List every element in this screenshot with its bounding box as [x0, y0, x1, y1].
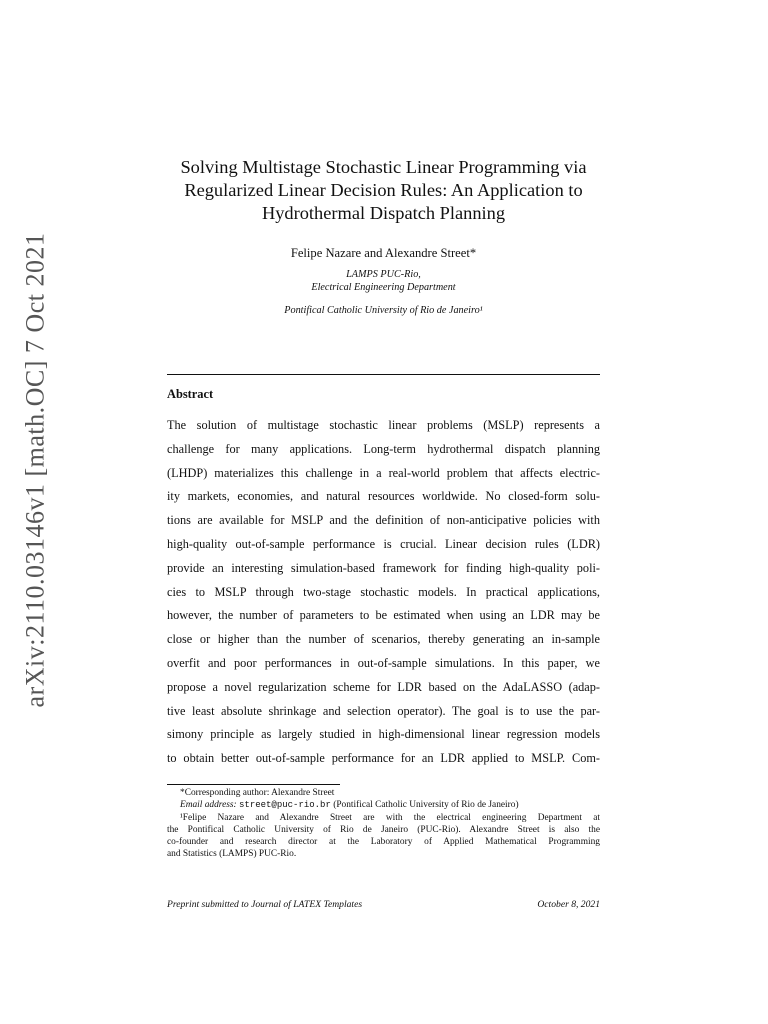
abstract-body — [167, 414, 600, 771]
abstract-line: challenge for many applications. Long-term hydrothermal dispatch planning — [167, 441, 600, 456]
abstract-line: (LHDP) materializes this challenge in a real-world problem that affects electric- — [167, 465, 600, 480]
abstract-line: simony principle as largely studied in high-dimensional linear regression models — [167, 727, 600, 742]
affiliation-line: LAMPS PUC-Rio, — [346, 269, 421, 280]
title-line: Regularized Linear Decision Rules: An Application to — [184, 180, 583, 200]
title-line: Solving Multistage Stochastic Linear Programming via — [180, 157, 587, 177]
affiliation-note-line: ¹Felipe Nazare and Alexandre Street are with the electrical engineering Department at — [180, 812, 600, 823]
abstract-line: provide an interesting simulation-based framework for finding high-quality poli- — [167, 560, 600, 575]
abstract-line: propose a novel regularization scheme for LDR based on the AdaLASSO (adap- — [167, 679, 600, 694]
abstract-line: ity markets, economies, and natural resources worldwide. No closed-form solu- — [167, 489, 600, 504]
email-label: Email address: — [180, 800, 237, 811]
abstract-line: however, the number of parameters to be estimated when using an LDR may be — [167, 608, 600, 623]
abstract-line: tive least absolute shrinkage and selection operator). The goal is to use the par- — [167, 703, 600, 718]
abstract-line: tions are available for MSLP and the definition of non-anticipative policies with — [167, 513, 600, 528]
paper-title — [147, 156, 620, 225]
title-line: Hydrothermal Dispatch Planning — [261, 203, 506, 223]
page-footer — [167, 899, 600, 910]
corresponding-author-note: *Corresponding author: Alexandre Street — [180, 788, 335, 798]
abstract-line: close or higher than the number of scenarios, thereby generating an in-sample — [167, 632, 600, 647]
preprint-notice: Preprint submitted to Journal of LATEX Templates — [167, 899, 363, 910]
abstract-line: high-quality out-of-sample performance is crucial. Linear decision rules (LDR) — [167, 536, 600, 551]
email-link[interactable]: street@puc-rio.br — [239, 800, 331, 811]
abstract-line: overfit and poor performances in out-of-sample simulations. In this paper, we — [167, 655, 600, 670]
footnote-divider — [167, 784, 340, 785]
author-list: Felipe Nazare and Alexandre Street* — [290, 246, 477, 260]
affiliation-line: Electrical Engineering Department — [311, 282, 456, 293]
abstract-line: The solution of multistage stochastic linear problems (MSLP) represents a — [167, 418, 600, 432]
abstract-heading: Abstract — [167, 387, 214, 401]
footnotes — [167, 787, 600, 861]
affiliation-note-line: the Pontifical Catholic University of Rio de Janeiro (PUC-Rio). Alexandre Street is also the — [167, 824, 600, 835]
abstract-line: to obtain better out-of-sample performance for an LDR applied to MSLP. Com- — [167, 751, 600, 766]
preprint-date: October 8, 2021 — [537, 899, 600, 910]
abstract-divider — [167, 374, 600, 375]
affiliation-block — [167, 268, 600, 294]
arxiv-identifier: arXiv:2110.03146v1 [math.OC] 7 Oct 2021 — [20, 232, 50, 708]
affiliation-note-line: and Statistics (LAMPS) PUC-Rio. — [167, 849, 297, 860]
arxiv-identifier-stamp — [14, 190, 56, 750]
email-note — [167, 799, 600, 811]
email-suffix: (Pontifical Catholic University of Rio de Janeiro) — [333, 800, 519, 811]
university-affiliation: Pontifical Catholic University of Rio de Janeiro¹ — [284, 305, 483, 316]
affiliation-note-line: co-founder and research director at the Laboratory of Applied Mathematical Programming — [167, 837, 600, 848]
abstract-line: cies to MSLP through two-stage stochastic models. In practical applications, — [167, 584, 600, 599]
